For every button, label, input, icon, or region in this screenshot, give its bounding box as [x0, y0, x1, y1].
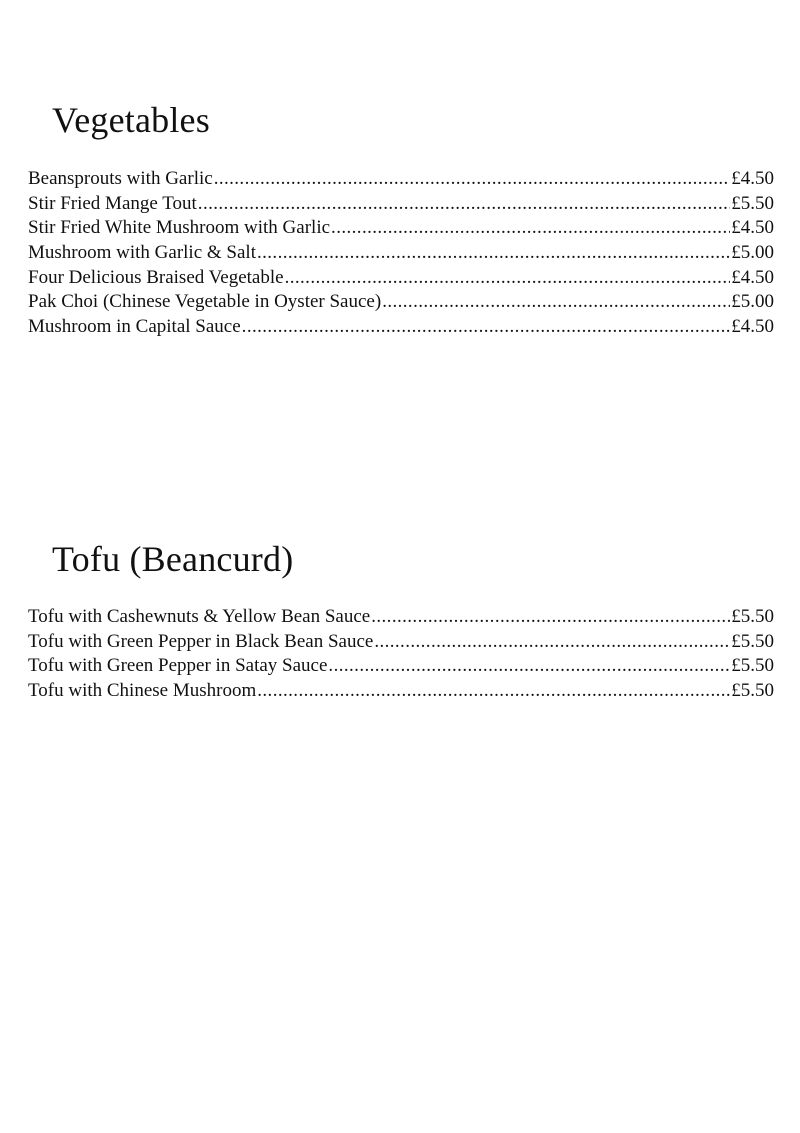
menu-item: [28, 167, 774, 192]
menu-list-tofu: [28, 605, 774, 704]
item-name: Tofu with Cashewnuts & Yellow Bean Sauce: [28, 606, 371, 627]
menu-item: [28, 630, 774, 655]
item-price: £4.50: [731, 316, 774, 338]
item-name: Stir Fried Mange Tout: [28, 192, 197, 214]
item-name: Pak Choi (Chinese Vegetable in Oyster Sauce): [28, 291, 382, 313]
item-price: £5.50: [731, 630, 774, 652]
menu-list-vegetables: [28, 167, 774, 340]
menu-item: [28, 216, 774, 241]
section-title-vegetables: Vegetables: [52, 100, 210, 140]
menu-item: [28, 192, 774, 217]
menu-item: [28, 266, 774, 291]
dot-leader: [331, 216, 730, 241]
section-vegetables: [0, 98, 800, 338]
menu-item: [28, 315, 774, 340]
item-price: £4.50: [731, 217, 774, 239]
dot-leader: [214, 167, 731, 192]
item-name: Mushroom with Garlic & Salt: [28, 242, 256, 264]
dot-leader: [382, 290, 730, 315]
dot-leader: [328, 654, 730, 679]
menu-item: [28, 679, 774, 704]
item-price: £5.50: [731, 680, 774, 702]
item-price: £5.00: [731, 291, 774, 313]
item-name: Tofu with Green Pepper in Satay Sauce: [28, 655, 328, 677]
dot-leader: [374, 630, 730, 655]
item-price: £5.50: [731, 192, 774, 214]
dot-leader: [242, 315, 731, 340]
item-price: £5.50: [731, 606, 774, 627]
item-price: £5.50: [731, 655, 774, 677]
dot-leader: [371, 605, 730, 630]
section-title-tofu: Tofu (Beancurd): [52, 539, 294, 579]
item-name: Four Delicious Braised Vegetable: [28, 266, 284, 288]
dot-leader: [198, 192, 730, 217]
menu-item: [28, 241, 774, 266]
item-name: Mushroom in Capital Sauce: [28, 316, 241, 338]
item-price: £4.50: [731, 168, 774, 189]
item-price: £4.50: [731, 266, 774, 288]
item-name: Tofu with Chinese Mushroom: [28, 680, 257, 702]
item-name: Beansprouts with Garlic: [28, 168, 213, 189]
menu-item: [28, 654, 774, 679]
menu-item: [28, 605, 774, 630]
menu-item: [28, 290, 774, 315]
item-price: £5.00: [731, 242, 774, 264]
section-tofu: [0, 537, 800, 702]
dot-leader: [257, 241, 730, 266]
dot-leader: [257, 679, 730, 704]
item-name: Stir Fried White Mushroom with Garlic: [28, 217, 331, 239]
dot-leader: [285, 266, 731, 291]
item-name: Tofu with Green Pepper in Black Bean Sauce: [28, 630, 374, 652]
